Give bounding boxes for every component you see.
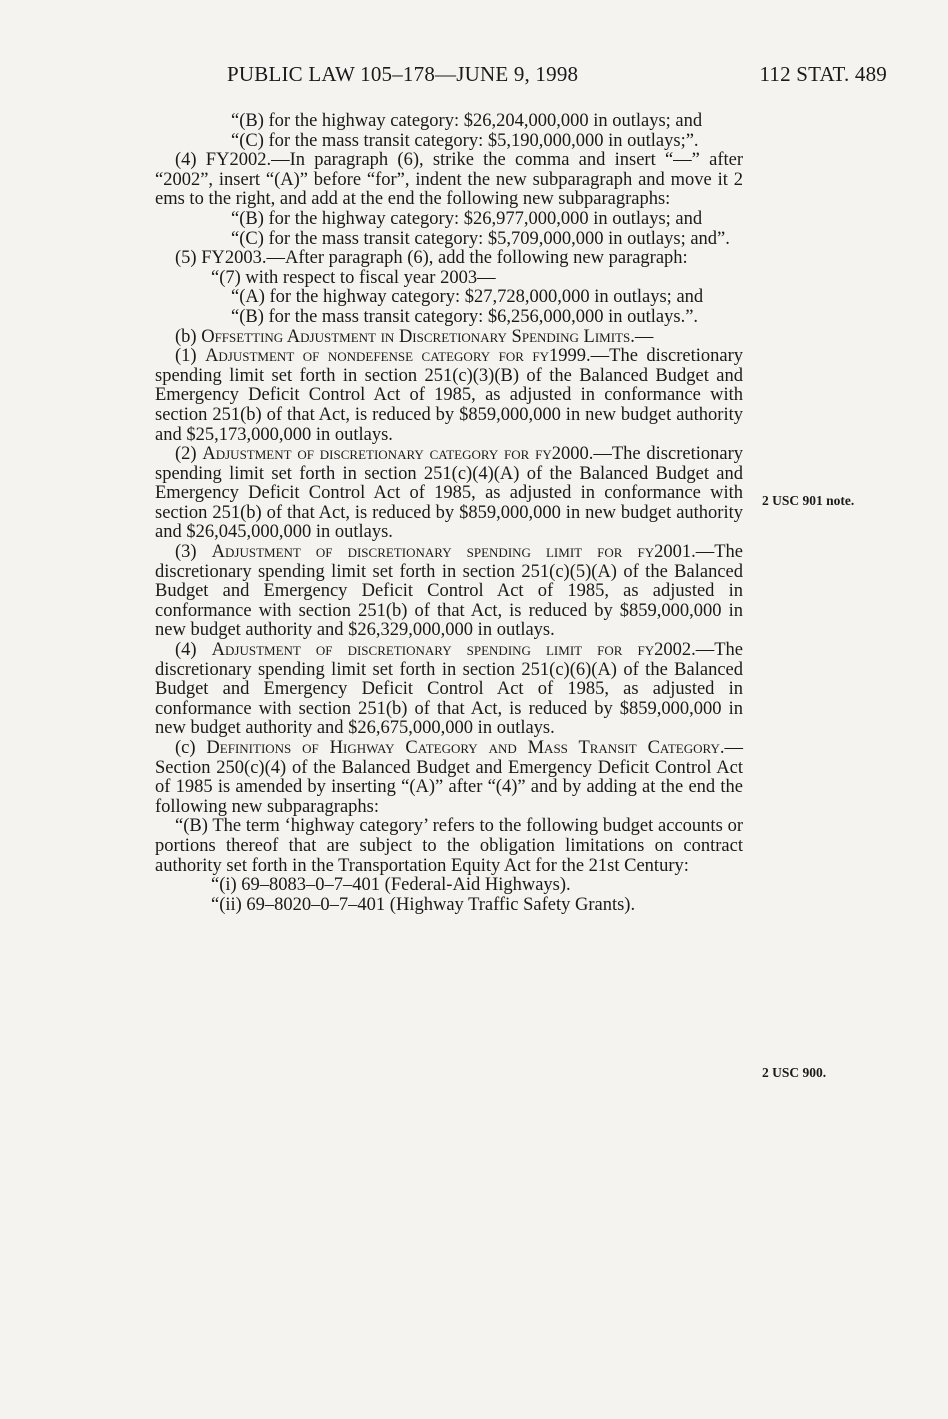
- paragraph: (2) Adjustment of discretionary category for fy2000.—The discretionary spending limit set forth in section 251(c)(4)(A) of the Balanced Budget and Emergency Deficit Control Act of 1985, as adjusted in conformance with section 251(b) of that Act, is reduced by $859,000,000 in new budget authority and $26,045,000,000 in outlays.: [155, 444, 743, 543]
- paragraph: “(B) The term ‘highway category’ refers to the following budget accounts or portions thereof that are subject to the obligation limitations on contract authority set forth in the Transportation Equity Act for the 21st Century:: [155, 816, 743, 876]
- statute-page-number: 112 STAT. 489: [759, 62, 887, 86]
- section-heading: (b) Offsetting Adjustment in Discretionary Spending Limits.—: [175, 326, 654, 347]
- paragraph: “(B) for the highway category: $26,204,000,000 in outlays; and: [231, 111, 703, 131]
- paragraph: (4) FY2002.—In paragraph (6), strike the comma and insert “—” after “2002”, insert “(A)” before “for”, indent the new subparagraph and move it 2 ems to the right, and add at the end the following new subparagraphs:: [155, 150, 743, 210]
- paragraph: (3) Adjustment of discretionary spending limit for fy2001.—The discretionary spending limit set forth in section 251(c)(5)(A) of the Balanced Budget and Emergency Deficit Control Act of 1985, as adjusted in conformance with section 251(b) of that Act, is reduced by $859,000,000 in new budget authority and $26,329,000,000 in outlays.: [155, 542, 744, 641]
- paragraph: “(C) for the mass transit category: $5,709,000,000 in outlays; and”.: [231, 228, 730, 249]
- paragraph: “(B) for the mass transit category: $6,256,000,000 in outlays.”.: [231, 306, 699, 327]
- paragraph: “(C) for the mass transit category: $5,190,000,000 in outlays;”.: [231, 130, 699, 151]
- page-header: [227, 62, 887, 92]
- paragraph: “(B) for the highway category: $26,977,000,000 in outlays; and: [231, 208, 703, 229]
- paragraph: “(A) for the highway category: $27,728,000,000 in outlays; and: [231, 287, 704, 308]
- paragraph: “(ii) 69–8020–0–7–401 (Highway Traffic Safety Grants).: [211, 894, 636, 915]
- header-title: PUBLIC LAW 105–178—JUNE 9, 1998: [227, 62, 579, 86]
- body-text: [155, 112, 743, 915]
- margin-note-usc-900: 2 USC 900.: [762, 1065, 827, 1080]
- paragraph: (5) FY2003.—After paragraph (6), add the following new paragraph:: [175, 248, 688, 269]
- paragraph: (4) Adjustment of discretionary spending limit for fy2002.—The discretionary spending limit set forth in section 251(c)(6)(A) of the Balanced Budget and Emergency Deficit Control Act of 1985, as adjusted in conformance with section 251(b) of that Act, is reduced by $859,000,000 in new budget authority and $26,675,000,000 in outlays.: [155, 640, 744, 739]
- paragraph: “(i) 69–8083–0–7–401 (Federal-Aid Highways).: [211, 875, 571, 896]
- paragraph: (1) Adjustment of nondefense category for fy1999.—The discretionary spending limit set forth in section 251(c)(3)(B) of the Balanced Budget and Emergency Deficit Control Act of 1985, as adjusted in conformance with section 251(b) of that Act, is reduced by $859,000,000 in new budget authority and $25,173,000,000 in outlays.: [155, 346, 743, 445]
- paragraph: “(7) with respect to fiscal year 2003—: [211, 267, 496, 288]
- section-heading: (c) Definitions of Highway Category and Mass Transit Category.—Section 250(c)(4) of the Balanced Budget and Emergency Deficit Control Act of 1985 is amended by inserting “(A)” after “(4)” and by adding at the end the following new subparagraphs:: [155, 738, 743, 817]
- margin-note-usc-901: 2 USC 901 note.: [762, 493, 855, 508]
